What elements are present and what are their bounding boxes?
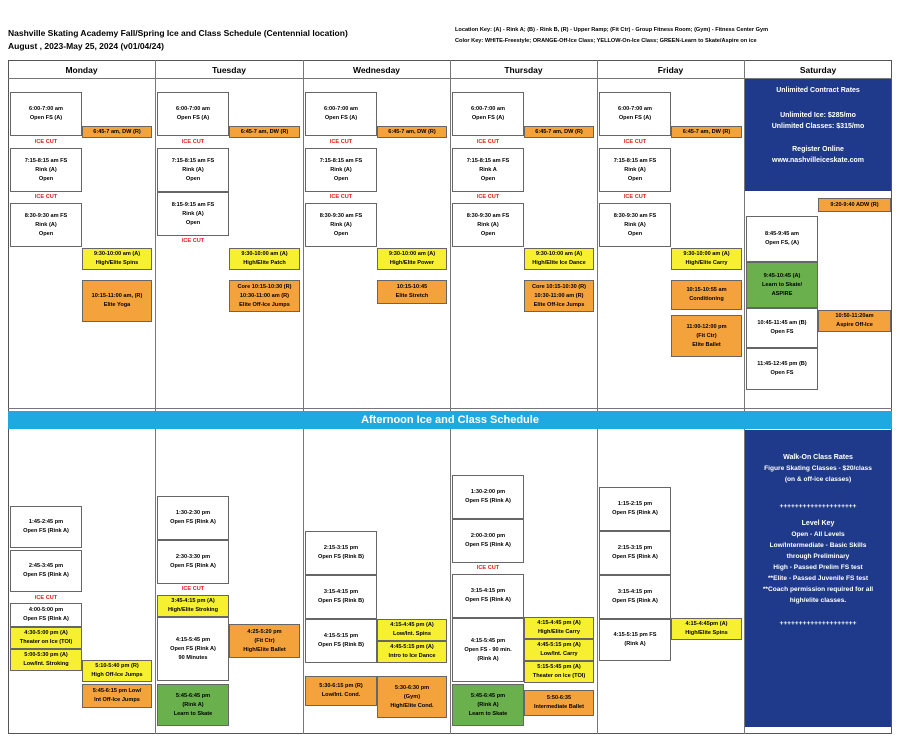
wed-pm-spins: 4:15-4:45 pm (A) Low/Int. Spins bbox=[377, 619, 447, 641]
page-title: Nashville Skating Academy Fall/Spring Ice and Class Schedule (Centennial location) August , 2023-May 25, 2024 (v01/04/24) bbox=[8, 28, 348, 51]
fri-fs3: 8:30-9:30 am FS Rink (A) Open bbox=[599, 203, 671, 247]
thu-dw: 6:45-7 am, DW (R) bbox=[524, 126, 594, 138]
wed-pm-lowint-cond: 5:30-6:15 pm (R) Low/Int. Cond. bbox=[305, 676, 377, 706]
thu-pm-high-carry: 4:15-4:45 pm (A) High/Elite Carry bbox=[524, 617, 594, 639]
fri-pm-spins: 4:15-4:45pm (A) High/Elite Spins bbox=[671, 618, 742, 640]
wed-fs3: 8:30-9:30 am FS Rink (A) Open bbox=[305, 203, 377, 247]
wed-pm-ice-dance: 4:45-5:15 pm (A) Intro to Ice Dance bbox=[377, 641, 447, 663]
thu-pm-fs1: 1:30-2:00 pm Open FS (Rink A) bbox=[452, 475, 524, 519]
fri-pm-fs4: 4:15-5:15 pm FS (Rink A) bbox=[599, 619, 671, 661]
tue-fs1: 6:00-7:00 am Open FS (A) bbox=[157, 92, 229, 136]
fri-am-orange2: 11:00-12:00 pm (Fit Ctr) Elite Ballet bbox=[671, 315, 742, 357]
ice-cut: ICE CUT bbox=[181, 586, 205, 592]
tue-pm-fs2: 2:30-3:30 pm Open FS (Rink A) bbox=[157, 540, 229, 584]
ice-cut: ICE CUT bbox=[181, 139, 205, 145]
wed-am-orange: 10:15-10:45 Elite Stretch bbox=[377, 280, 447, 304]
ice-cut: ICE CUT bbox=[329, 139, 353, 145]
ice-cut: ICE CUT bbox=[476, 139, 500, 145]
sat-aspire-office: 10:50-11:20am Aspire Off-Ice bbox=[818, 310, 891, 332]
day-thursday: Thursday bbox=[504, 65, 543, 75]
mon-fs2: 7:15-8:15 am FS Rink (A) Open bbox=[10, 148, 82, 192]
mon-fs3: 8:30-9:30 am FS Rink (A) Open bbox=[10, 203, 82, 247]
fri-pm-fs1: 1:15-2:15 pm Open FS (Rink A) bbox=[599, 487, 671, 531]
tue-fs2: 7:15-8:15 am FS Rink (A) Open bbox=[157, 148, 229, 192]
sat-fs2: 10:45-11:45 am (B) Open FS bbox=[746, 308, 818, 348]
ice-cut: ICE CUT bbox=[329, 194, 353, 200]
sat-learn-to-skate: 9:45-10:45 (A) Learn to Skate/ ASPIRE bbox=[746, 262, 818, 308]
ice-cut: ICE CUT bbox=[476, 194, 500, 200]
wed-fs2: 7:15-8:15 am FS Rink (A) Open bbox=[305, 148, 377, 192]
ice-cut: ICE CUT bbox=[181, 238, 205, 244]
fri-am-yellow: 9:30-10:00 am (A) High/Elite Carry bbox=[671, 248, 742, 270]
tue-pm-fs3: 4:15-5:45 pm Open FS (Rink A) 90 Minutes bbox=[157, 617, 229, 681]
thu-pm-fs4: 4:15-5:45 pm Open FS - 90 min. (Rink A) bbox=[452, 618, 524, 682]
sat-adw: 9:20-9:40 ADW (R) bbox=[818, 198, 891, 212]
sat-fs3: 11:45-12:45 pm (B) Open FS bbox=[746, 348, 818, 390]
tue-dw: 6:45-7 am, DW (R) bbox=[229, 126, 300, 138]
thu-pm-fs2: 2:00-3:00 pm Open FS (Rink A) bbox=[452, 519, 524, 563]
tue-am-yellow: 9:30-10:00 am (A) High/Elite Patch bbox=[229, 248, 300, 270]
wed-pm-fs2: 3:15-4:15 pm Open FS (Rink B) bbox=[305, 575, 377, 619]
contract-rates-panel: Unlimited Contract Rates Unlimited Ice: $285/mo Unlimited Classes: $315/mo Register Online www.nashvilleiceskate.com bbox=[745, 79, 891, 191]
ice-cut: ICE CUT bbox=[34, 139, 58, 145]
wed-pm-high-cond: 5:30-6:30 pm (Gym) High/Elite Cond. bbox=[377, 676, 447, 718]
fri-pm-fs3: 3:15-4:15 pm Open FS (Rink A) bbox=[599, 575, 671, 619]
wed-fs1: 6:00-7:00 am Open FS (A) bbox=[305, 92, 377, 136]
thu-pm-learn-to-skate: 5:45-6:45 pm (Rink A) Learn to Skate bbox=[452, 684, 524, 726]
thu-am-yellow: 9:30-10:00 am (A) High/Elite Ice Dance bbox=[524, 248, 594, 270]
fri-fs2: 7:15-8:15 am FS Rink (A) Open bbox=[599, 148, 671, 192]
fri-am-orange1: 10:15-10:55 am Conditioning bbox=[671, 280, 742, 310]
ice-cut: ICE CUT bbox=[34, 595, 58, 601]
day-saturday: Saturday bbox=[799, 65, 837, 75]
mon-fs1: 6:00-7:00 am Open FS (A) bbox=[10, 92, 82, 136]
day-monday: Monday bbox=[65, 65, 98, 75]
legend-keys: Location Key: (A) - Rink A; (B) - Rink B, (R) - Upper Ramp; (Fit Ctr) - Group Fitness Room; (Gym) - Fitness Center Gym Color Key: WHITE-Freestyle; ORANGE-Off-Ice Class; YELLOW-On-Ice Class; GREEN-Learn to Skate/Aspire on ice bbox=[455, 27, 769, 44]
tue-fs3: 8:15-9:15 am FS Rink (A) Open bbox=[157, 192, 229, 236]
day-tuesday: Tuesday bbox=[212, 65, 246, 75]
mon-pm-lowint-jumps: 5:45-6:15 pm Low/ Int Off-Ice Jumps bbox=[82, 684, 152, 708]
mon-dw: 6:45-7 am, DW (R) bbox=[82, 126, 152, 138]
wed-am-yellow: 9:30-10:00 am (A) High/Elite Power bbox=[377, 248, 447, 270]
wed-pm-fs3: 4:15-5:15 pm Open FS (Rink B) bbox=[305, 619, 377, 663]
mon-pm-fs3: 4:00-5:00 pm Open FS (Rink A) bbox=[10, 603, 82, 627]
walk-on-rates-panel: Walk-On Class Rates Figure Skating Classes - $20/class (on & off-ice classes) ++++++++++++++++++++ Level Key Open - All Levels Low/Intermediate - Basic Skills through Preliminary High - Passed Prelim FS test **Elite - Passed Juvenile FS test **Coach permission required for all high/elite classes. ++++++++++++++++++++ bbox=[745, 430, 891, 727]
wed-dw: 6:45-7 am, DW (R) bbox=[377, 126, 447, 138]
mon-pm-fs2: 2:45-3:45 pm Open FS (Rink A) bbox=[10, 550, 82, 592]
fri-fs1: 6:00-7:00 am Open FS (A) bbox=[599, 92, 671, 136]
tue-am-orange: Core 10:15-10:30 (R) 10:30-11:00 am (R) Elite Off-Ice Jumps bbox=[229, 280, 300, 312]
tue-pm-fs1: 1:30-2:30 pm Open FS (Rink A) bbox=[157, 496, 229, 540]
mon-pm-high-jumps: 5:10-5:40 pm (R) High Off-Ice Jumps bbox=[82, 660, 152, 682]
day-friday: Friday bbox=[657, 65, 684, 75]
thu-am-orange: Core 10:15-10:30 (R) 10:30-11:00 am (R) Elite Off-Ice Jumps bbox=[524, 280, 594, 312]
day-wednesday: Wednesday bbox=[352, 65, 401, 75]
mon-pm-fs1: 1:45-2:45 pm Open FS (Rink A) bbox=[10, 506, 82, 548]
thu-fs2: 7:15-8:15 am FS Rink A Open bbox=[452, 148, 524, 192]
ice-cut: ICE CUT bbox=[34, 194, 58, 200]
thu-pm-fs3: 3:15-4:15 pm Open FS (Rink A) bbox=[452, 574, 524, 618]
wed-pm-fs1: 2:15-3:15 pm Open FS (Rink B) bbox=[305, 531, 377, 575]
afternoon-banner: Afternoon Ice and Class Schedule bbox=[8, 411, 892, 429]
tue-pm-stroking: 3:45-4:15 pm (A) High/Elite Stroking bbox=[157, 595, 229, 617]
tue-pm-learn-to-skate: 5:45-6:45 pm (Rink A) Learn to Skate bbox=[157, 684, 229, 726]
thu-pm-toi: 5:15-5:45 pm (A) Theater on Ice (TOI) bbox=[524, 661, 594, 683]
mon-pm-toi: 4:30-5:00 pm (A) Theater on Ice (TOI) bbox=[10, 627, 82, 649]
sat-fs1: 8:45-9:45 am Open FS, (A) bbox=[746, 216, 818, 262]
mon-am-orange: 10:15-11:00 am, (R) Elite Yoga bbox=[82, 280, 152, 322]
fri-dw: 6:45-7 am, DW (R) bbox=[671, 126, 742, 138]
thu-fs1: 6:00-7:00 am Open FS (A) bbox=[452, 92, 524, 136]
thu-pm-ballet: 5:50-6:35 Intermediate Ballet bbox=[524, 690, 594, 716]
thu-fs3: 8:30-9:30 am FS Rink (A) Open bbox=[452, 203, 524, 247]
ice-cut: ICE CUT bbox=[476, 565, 500, 571]
thu-pm-low-carry: 4:45-5:15 pm (A) Low/Int. Carry bbox=[524, 639, 594, 661]
mon-pm-stroking: 5:00-5:30 pm (A) Low/Int. Stroking bbox=[10, 649, 82, 671]
tue-pm-ballet: 4:25-5:20 pm (Fit Ctr) High/Elite Ballet bbox=[229, 624, 300, 658]
mon-am-yellow: 9:30-10:00 am (A) High/Elite Spins bbox=[82, 248, 152, 270]
ice-cut: ICE CUT bbox=[623, 139, 647, 145]
ice-cut: ICE CUT bbox=[623, 194, 647, 200]
fri-pm-fs2: 2:15-3:15 pm Open FS (Rink A) bbox=[599, 531, 671, 575]
